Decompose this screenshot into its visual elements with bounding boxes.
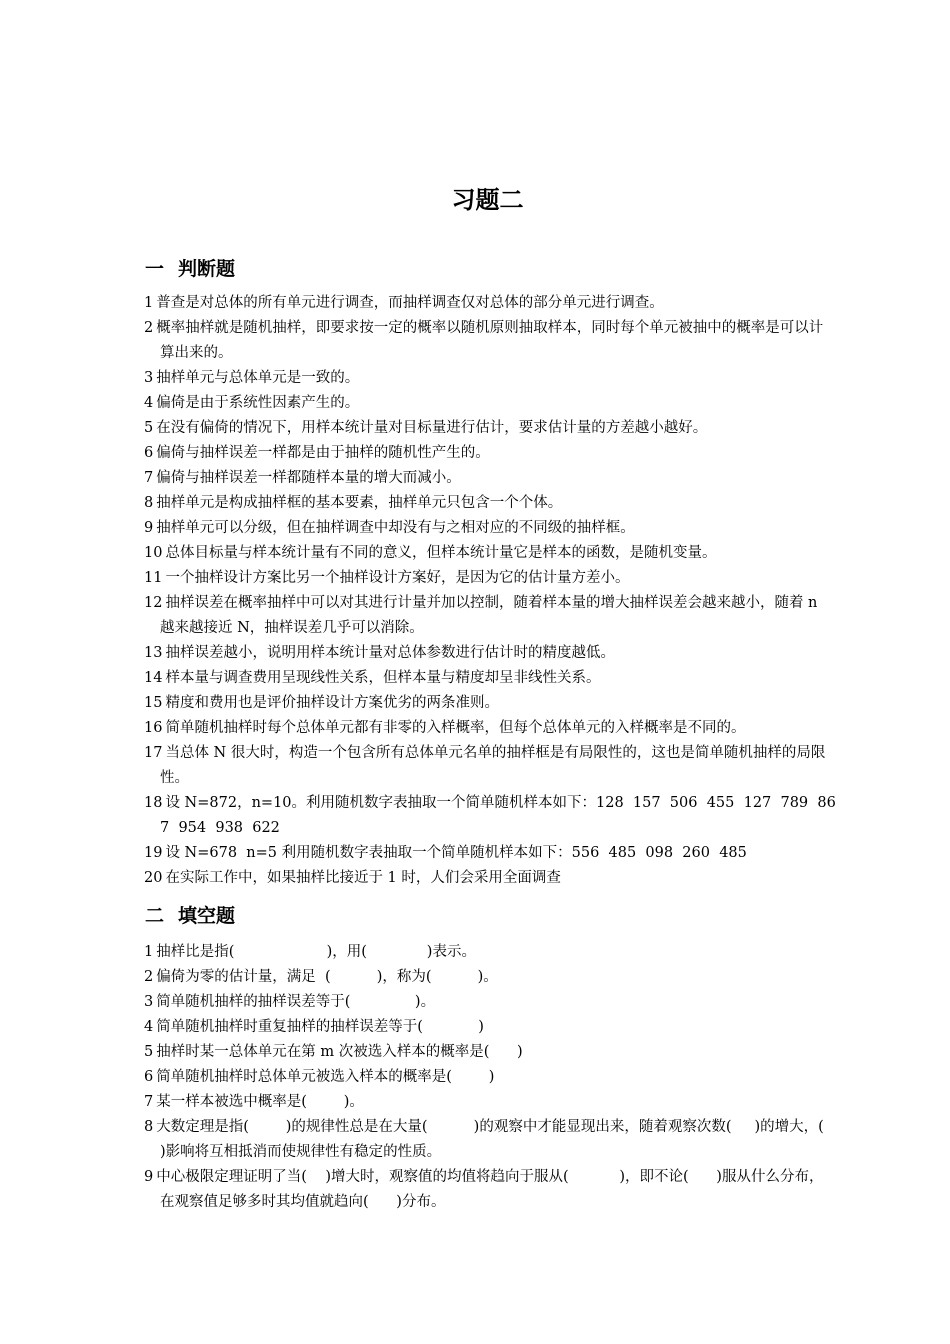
question-item: [144, 866, 836, 891]
question-number: 9: [144, 1169, 154, 1185]
question-item: [144, 691, 836, 716]
question-text: 精度和费用也是评价抽样设计方案优劣的两条准则。: [165, 695, 499, 711]
question-number: 2: [144, 320, 154, 336]
question-number: 4: [144, 1019, 154, 1035]
question-item: [144, 1015, 836, 1040]
question-number: 7: [144, 470, 154, 486]
question-item: [144, 391, 836, 416]
fill-question-list: [144, 940, 857, 1215]
question-item: [144, 466, 836, 491]
question-number: 8: [144, 1119, 154, 1135]
question-text: 总体目标量与样本统计量有不同的意义，但样本统计量它是样本的函数，是随机变量。: [165, 545, 717, 561]
question-item: [144, 491, 836, 516]
question-item: [144, 441, 836, 466]
question-number: 10: [144, 545, 163, 561]
question-item: [144, 1165, 836, 1215]
question-item: [144, 516, 836, 541]
question-item: [144, 591, 836, 641]
page-title: 习题二: [451, 186, 524, 214]
question-text: 设 N=678 n=5 利用随机数字表抽取一个简单随机样本如下：556 485 098 260 485: [165, 845, 747, 861]
section-heading-fill: [145, 903, 235, 929]
question-item: [144, 541, 836, 566]
question-text: 简单随机抽样的抽样误差等于( )。: [156, 994, 436, 1010]
question-text: 抽样单元与总体单元是一致的。: [156, 370, 360, 386]
question-item: [144, 666, 836, 691]
question-text: 抽样单元可以分级，但在抽样调查中却没有与之相对应的不同级的抽样框。: [156, 520, 635, 536]
question-item: [144, 741, 836, 791]
question-item: [144, 841, 836, 866]
question-number: 3: [144, 370, 154, 386]
question-item: [144, 1115, 857, 1165]
question-number: 9: [144, 520, 154, 536]
question-text: 抽样单元是构成抽样框的基本要素，抽样单元只包含一个个体。: [156, 495, 563, 511]
question-text: 抽样时某一总体单元在第 m 次被选入样本的概率是( ): [156, 1044, 523, 1060]
question-number: 3: [144, 994, 154, 1010]
question-text: 偏倚是由于系统性因素产生的。: [156, 395, 360, 411]
section-number: 二: [145, 905, 165, 927]
question-number: 5: [144, 1044, 154, 1060]
question-item: [144, 791, 836, 841]
question-text: 当总体 N 很大时，构造一个包含所有总体单元名单的抽样框是有局限性的，这也是简单随机抽样的局限性。: [160, 745, 826, 786]
question-item: [144, 316, 836, 366]
question-number: 16: [144, 720, 163, 736]
question-number: 1: [144, 944, 154, 960]
section-title: 判断题: [178, 258, 236, 280]
question-text: 概率抽样就是随机抽样，即要求按一定的概率以随机原则抽取样本，同时每个单元被抽中的概率是可以计算出来的。: [156, 320, 824, 361]
question-text: 大数定理是指( )的规律性总是在大量( )的观察中才能显现出来，随着观察次数( )的增大，( )影响将互相抵消而使规律性有稳定的性质。: [156, 1119, 857, 1160]
section-number: 一: [145, 258, 165, 280]
section-heading-judge: [145, 256, 235, 282]
question-text: 中心极限定理证明了当( )增大时，观察值的均值将趋向于服从( )，即不论( )服从什么分布，在观察值足够多时其均值就趋向( )分布。: [156, 1169, 824, 1210]
question-number: 5: [144, 420, 154, 436]
question-item: [144, 965, 836, 990]
question-item: [144, 1090, 836, 1115]
question-number: 14: [144, 670, 163, 686]
question-number: 11: [144, 570, 163, 586]
question-text: 简单随机抽样时每个总体单元都有非零的入样概率，但每个总体单元的入样概率是不同的。: [165, 720, 746, 736]
question-number: 15: [144, 695, 163, 711]
question-number: 2: [144, 969, 154, 985]
question-number: 8: [144, 495, 154, 511]
question-item: [144, 291, 836, 316]
question-text: 抽样误差越小，说明用样本统计量对总体参数进行估计时的精度越低。: [165, 645, 615, 661]
question-text: 抽样误差在概率抽样中可以对其进行计量并加以控制，随着样本量的增大抽样误差会越来越小，随着 n 越来越接近 N，抽样误差几乎可以消除。: [160, 595, 823, 636]
question-text: 简单随机抽样时重复抽样的抽样误差等于( ): [156, 1019, 484, 1035]
question-text: 设 N=872，n=10。利用随机数字表抽取一个简单随机样本如下：128 157 506 455 127 789 867 954 938 622: [160, 795, 836, 836]
question-text: 某一样本被选中概率是( )。: [156, 1094, 364, 1110]
question-item: [144, 641, 836, 666]
question-number: 6: [144, 1069, 154, 1085]
question-item: [144, 990, 836, 1015]
question-number: 7: [144, 1094, 154, 1110]
question-item: [144, 1040, 836, 1065]
question-item: [144, 366, 836, 391]
question-number: 4: [144, 395, 154, 411]
question-text: 样本量与调查费用呈现线性关系，但样本量与精度却呈非线性关系。: [165, 670, 601, 686]
question-number: 12: [144, 595, 163, 611]
question-number: 13: [144, 645, 163, 661]
question-text: 抽样比是指( )，用( )表示。: [156, 944, 476, 960]
question-text: 偏倚与抽样误差一样都是由于抽样的随机性产生的。: [156, 445, 490, 461]
question-item: [144, 416, 836, 441]
question-text: 在没有偏倚的情况下，用样本统计量对目标量进行估计，要求估计量的方差越小越好。: [156, 420, 708, 436]
question-text: 在实际工作中，如果抽样比接近于 1 时，人们会采用全面调查: [165, 870, 561, 886]
question-text: 一个抽样设计方案比另一个抽样设计方案好，是因为它的估计量方差小。: [165, 570, 630, 586]
question-text: 偏倚与抽样误差一样都随样本量的增大而减小。: [156, 470, 461, 486]
question-text: 普查是对总体的所有单元进行调查，而抽样调查仅对总体的部分单元进行调查。: [156, 295, 664, 311]
section-title: 填空题: [178, 905, 236, 927]
question-number: 17: [144, 745, 163, 761]
question-number: 1: [144, 295, 154, 311]
question-item: [144, 566, 836, 591]
question-number: 19: [144, 845, 163, 861]
question-text: 偏倚为零的估计量，满足 ( )，称为( )。: [156, 969, 498, 985]
question-item: [144, 940, 836, 965]
judge-question-list: [144, 291, 836, 891]
question-text: 简单随机抽样时总体单元被选入样本的概率是( ): [156, 1069, 495, 1085]
question-item: [144, 716, 836, 741]
question-number: 20: [144, 870, 163, 886]
question-number: 18: [144, 795, 163, 811]
question-item: [144, 1065, 836, 1090]
question-number: 6: [144, 445, 154, 461]
